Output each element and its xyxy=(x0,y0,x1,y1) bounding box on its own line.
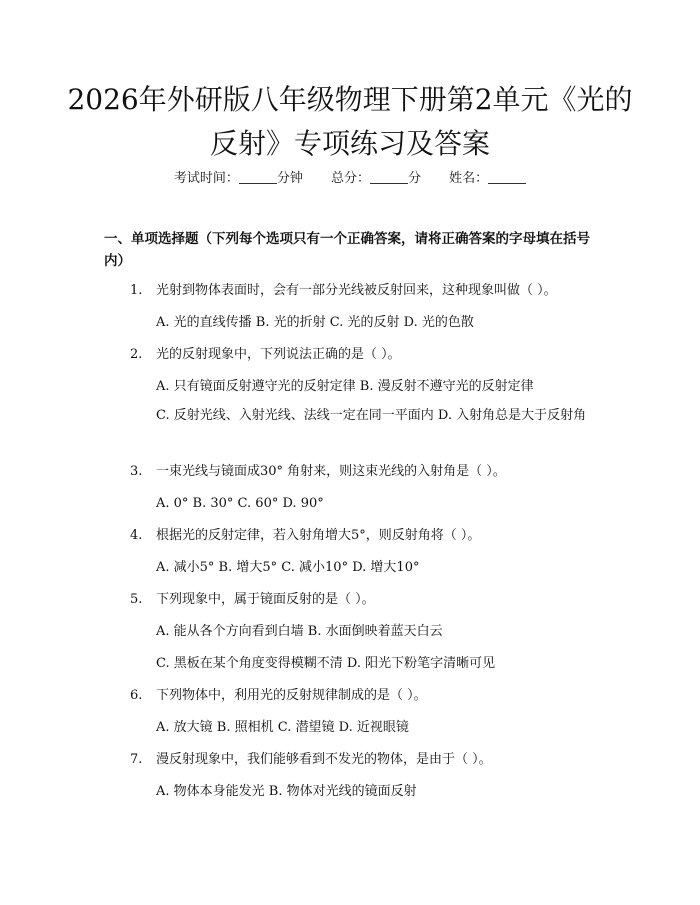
question-text: 下列物体中，利用光的反射规律制成的是（ ）。 xyxy=(156,688,427,703)
exam-score xyxy=(331,170,421,188)
question-number: 6. xyxy=(130,688,143,703)
time-blank[interactable] xyxy=(239,171,277,184)
question-number: 1. xyxy=(130,283,143,298)
question-text: 光射到物体表面时，会有一部分光线被反射回来，这种现象叫做（ ）。 xyxy=(156,283,557,298)
question-number: 5. xyxy=(130,592,143,607)
question-text: 光的反射现象中，下列说法正确的是（ ）。 xyxy=(156,347,401,362)
name-label: 姓名： xyxy=(449,171,489,186)
score-unit: 分 xyxy=(408,171,422,186)
section-heading: 一、单项选择题（下列每个选项只有一个正确答案，请将正确答案的字母填在括号内） xyxy=(104,231,590,269)
exam-meta xyxy=(0,170,700,188)
question-options: A. 光的直线传播 B. 光的折射 C. 光的反射 D. 光的色散 xyxy=(156,315,474,330)
question-text: 根据光的反射定律，若入射角增大5°，则反射角将（ ）。 xyxy=(156,528,481,543)
page-title: 2026年外研版八年级物理下册第2单元《光的反射》专项练习及答案 xyxy=(67,83,633,160)
question-options: C. 黑板在某个角度变得模糊不清 D. 阳光下粉笔字清晰可见 xyxy=(156,656,496,671)
question-options: A. 放大镜 B. 照相机 C. 潜望镜 D. 近视眼镜 xyxy=(156,720,409,735)
question-number: 7. xyxy=(130,752,143,767)
question-options: A. 减小5° B. 增大5° C. 减小10° D. 增大10° xyxy=(156,560,420,575)
question-options: A. 物体本身能发光 B. 物体对光线的镜面反射 xyxy=(156,784,417,799)
question-number: 3. xyxy=(130,464,143,479)
question-options: C. 反射光线、入射光线、法线一定在同一平面内 D. 入射角总是大于反射角 xyxy=(156,408,587,423)
score-blank[interactable] xyxy=(370,171,408,184)
question-text: 下列现象中，属于镜面反射的是（ ）。 xyxy=(156,592,375,607)
question-options: A. 只有镜面反射遵守光的反射定律 B. 漫反射不遵守光的反射定律 xyxy=(156,379,534,394)
question-options: A. 0° B. 30° C. 60° D. 90° xyxy=(156,496,324,511)
question-text: 一束光线与镜面成30° 角射来，则这束光线的入射角是（ ）。 xyxy=(156,464,506,479)
exam-time xyxy=(174,170,303,188)
question-text: 漫反射现象中，我们能够看到不发光的物体，是由于（ ）。 xyxy=(156,752,492,767)
exam-name xyxy=(449,170,526,188)
name-blank[interactable] xyxy=(488,171,526,184)
time-unit: 分钟 xyxy=(276,171,303,186)
score-label: 总分： xyxy=(330,171,370,186)
question-options: A. 能从各个方向看到白墙 B. 水面倒映着蓝天白云 xyxy=(156,624,443,639)
question-number: 2. xyxy=(130,347,143,362)
time-label: 考试时间： xyxy=(173,171,239,186)
question-number: 4. xyxy=(130,528,143,543)
